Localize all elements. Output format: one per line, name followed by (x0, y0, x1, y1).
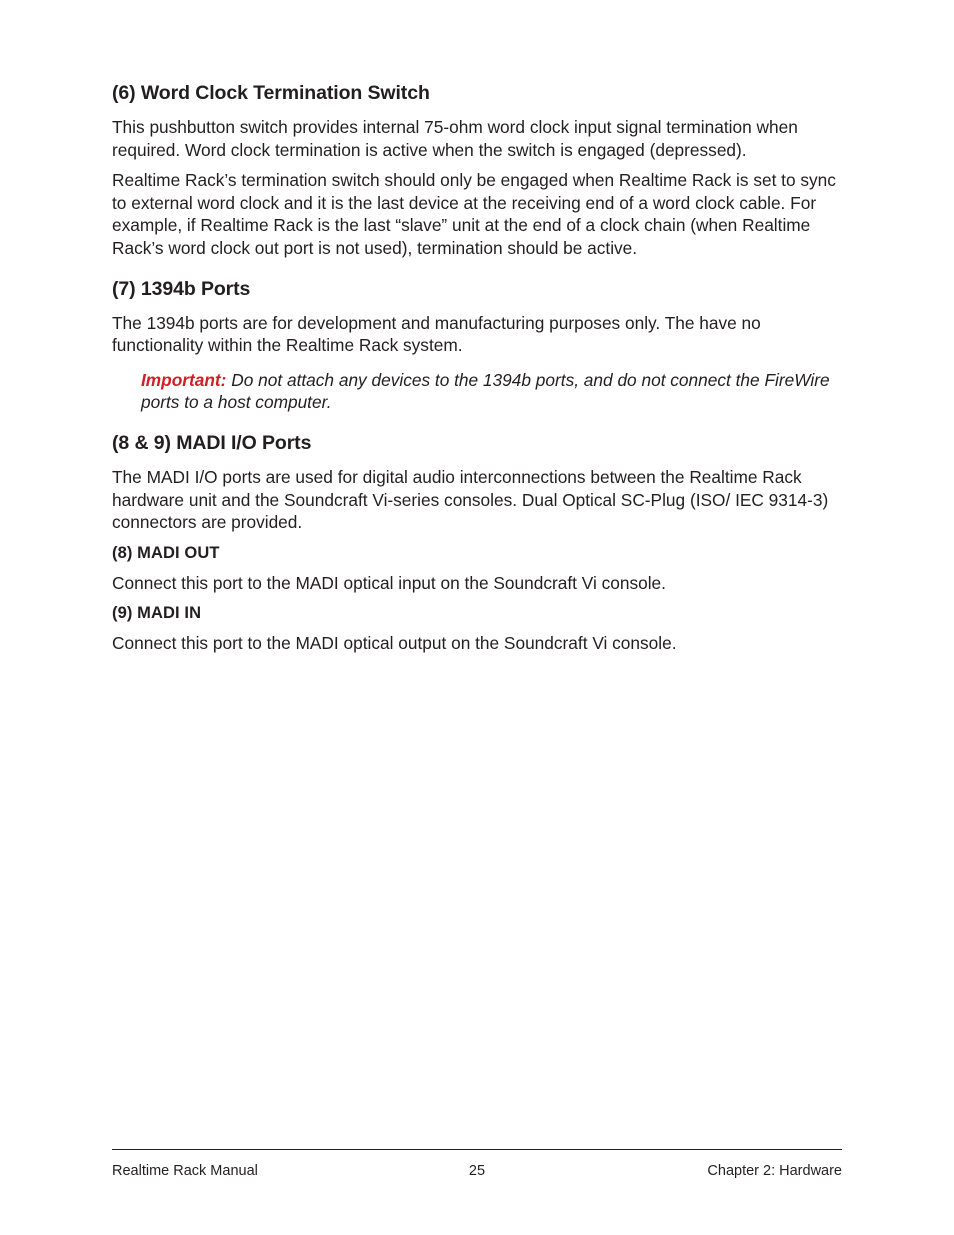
paragraph: The MADI I/O ports are used for digital audio interconnections between the Realtime Rack hardware unit and the Soundcraft Vi-series consoles. Dual Optical SC-Plug (ISO/ IEC 9314-3) connectors are provided. (112, 466, 829, 533)
footer-chapter: Chapter 2: Hardware (707, 1163, 842, 1179)
footer-divider (112, 1149, 842, 1150)
paragraph: Connect this port to the MADI optical input on the Soundcraft Vi console. (112, 572, 666, 593)
paragraph: The 1394b ports are for development and manufacturing purposes only. The have no functionality within the Realtime Rack system. (112, 312, 761, 356)
important-note (141, 369, 844, 414)
section-word-clock-termination (112, 80, 844, 260)
section-heading: (8 & 9) MADI I/O Ports (112, 431, 312, 454)
paragraph: This pushbutton switch provides internal 75-ohm word clock input signal termination when required. Word clock termination is active when the switch is engaged (depressed). (112, 117, 798, 160)
subsection-heading-madi-out: (8) MADI OUT (112, 543, 220, 562)
footer-manual-title: Realtime Rack Manual (112, 1163, 258, 1179)
section-heading: (6) Word Clock Termination Switch (112, 82, 430, 104)
section-1394b-ports (112, 276, 844, 414)
page-footer (112, 1161, 842, 1181)
subsection-heading-madi-in: (9) MADI IN (112, 604, 202, 623)
important-text: Do not attach any devices to the 1394b ports, and do not connect the FireWire ports to a host computer. (141, 369, 830, 413)
section-heading: (7) 1394b Ports (112, 277, 251, 300)
section-madi-io-ports (112, 430, 844, 655)
footer-page-number: 25 (468, 1163, 486, 1179)
paragraph: Realtime Rack’s termination switch should only be engaged when Realtime Rack is set to sync to external word clock and it is the last device at the receiving end of a word clock cable. For example, if Realtime Rack is the last “slave” unit at the end of a clock chain (when Realtime Rack’s word clock out port is not used), termination should be active. (112, 170, 836, 258)
important-label: Important: (141, 369, 227, 390)
page-content (112, 80, 844, 671)
paragraph: Connect this port to the MADI optical output on the Soundcraft Vi console. (112, 633, 677, 654)
